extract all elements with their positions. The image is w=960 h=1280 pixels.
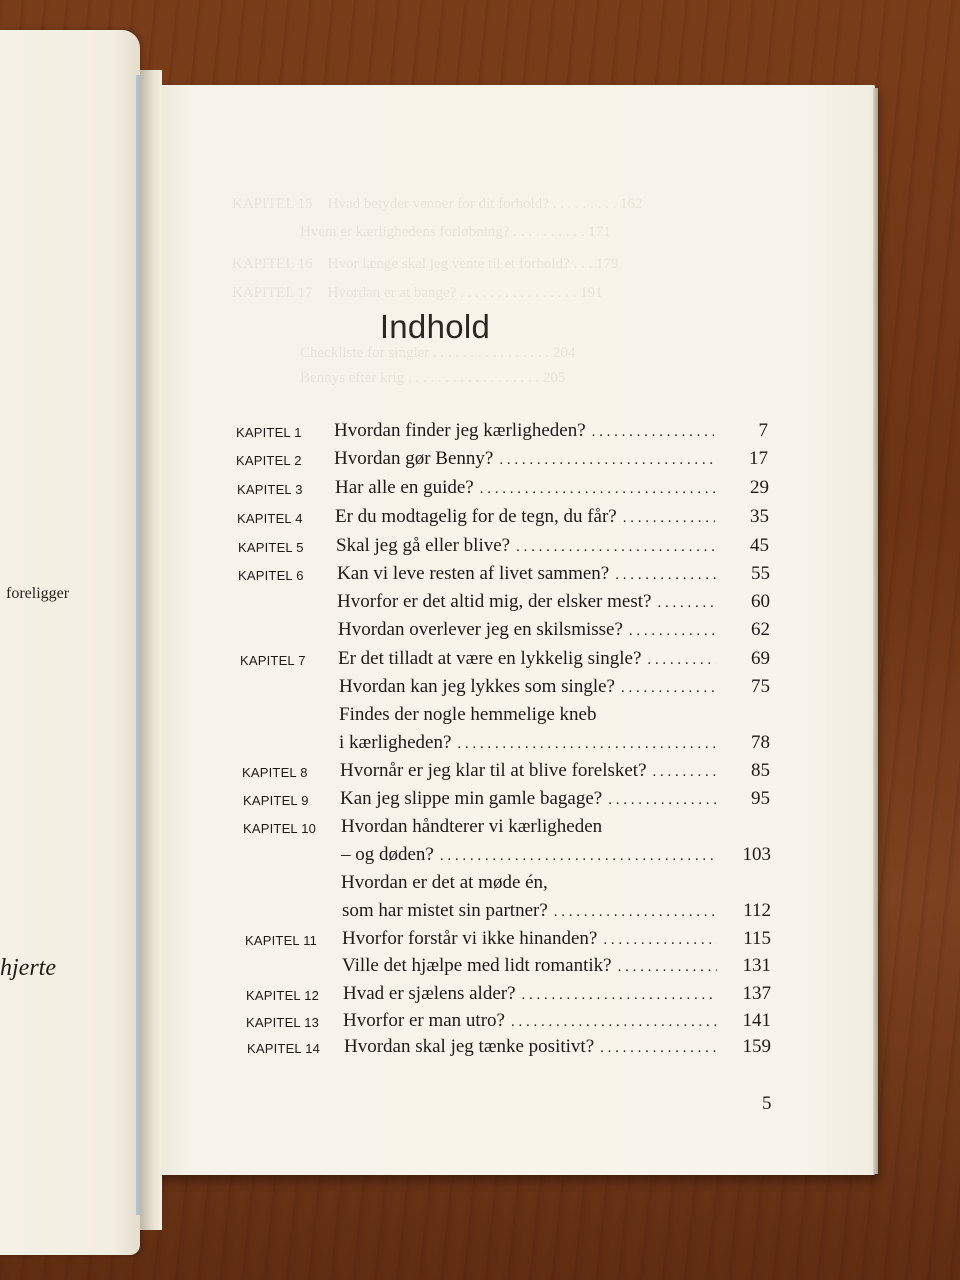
leader-dots: [647, 652, 716, 669]
chapter-label: KAPITEL 6: [238, 568, 304, 583]
page-number: 141: [742, 1010, 771, 1031]
leader-dots: [522, 987, 717, 1004]
page-number: 45: [750, 535, 769, 556]
leader-dots: [629, 623, 716, 640]
entry-title: Hvordan skal jeg tænke positivt?: [344, 1036, 595, 1057]
entry-title: Hvorfor er det altid mig, der elsker mest?: [337, 591, 652, 612]
entry-title: Findes der nogle hemmelige kneb: [339, 704, 597, 725]
leader-dots: [623, 510, 715, 527]
leader-dots: [657, 595, 716, 612]
page-number: 131: [742, 955, 771, 976]
page-number: 137: [742, 983, 771, 1004]
chapter-label: KAPITEL 13: [246, 1015, 320, 1030]
leader-dots: [600, 1040, 717, 1057]
entry-title: Skal jeg gå eller blive?: [336, 535, 511, 556]
chapter-label: KAPITEL 10: [243, 821, 317, 836]
show-through-text: KAPITEL 17 Hvordan er at bange? . . . . . . . . . . . . . . . . 191: [232, 285, 603, 301]
entry-title: Hvordan er det at møde én,: [341, 872, 548, 893]
page-number: 75: [751, 676, 770, 697]
chapter-label: KAPITEL 3: [237, 482, 303, 497]
page-number: 85: [751, 760, 770, 781]
entry-title: Hvornår er jeg klar til at blive forelsket?: [340, 760, 647, 781]
chapter-label: KAPITEL 1: [236, 425, 302, 440]
leader-dots: [618, 959, 717, 976]
toc-title: Indhold: [379, 308, 491, 345]
entry-title: Hvordan gør Benny?: [334, 448, 494, 469]
show-through-text: KAPITEL 16 Hvor længe skal jeg vente til et forhold? . . . 179: [232, 256, 619, 272]
left-page-italic-fragment: hjerte: [0, 955, 56, 981]
entry-title: Hvorfor er man utro?: [343, 1010, 505, 1031]
leader-dots: [603, 932, 717, 949]
leader-dots: [457, 736, 716, 753]
page-number: 35: [750, 506, 769, 527]
entry-title: Hvad er sjælens alder?: [343, 983, 516, 1004]
entry-title: Kan jeg slippe min gamle bagage?: [340, 788, 603, 809]
page-number: 29: [750, 477, 769, 498]
page-number: 62: [751, 619, 770, 640]
show-through-text: Bennys efter krig . . . . . . . . . . . . . . . . . . 205: [300, 370, 566, 386]
entry-title: Hvordan kan jeg lykkes som single?: [339, 676, 615, 697]
chapter-label: KAPITEL 12: [246, 988, 320, 1003]
chapter-label: KAPITEL 11: [245, 933, 318, 948]
page-number: 7: [758, 420, 768, 441]
chapter-label: KAPITEL 7: [240, 653, 306, 668]
chapter-label: KAPITEL 14: [247, 1041, 321, 1056]
leader-dots: [480, 481, 715, 498]
page-number: 78: [751, 732, 770, 753]
page-number: 95: [751, 788, 770, 809]
page-number: 159: [742, 1036, 771, 1057]
show-through-text: KAPITEL 15 Hvad betyder venner for dit forhold? . . . . . . . . . 162: [232, 196, 643, 212]
entry-title-continuation: – og døden?: [341, 844, 434, 865]
leader-dots: [516, 539, 715, 556]
chapter-label: KAPITEL 9: [243, 793, 309, 808]
page-number: 17: [749, 448, 768, 469]
page-number: 60: [751, 591, 770, 612]
leader-dots: [499, 452, 714, 469]
page-folio: 5: [762, 1093, 772, 1114]
leader-dots: [511, 1014, 717, 1031]
leader-dots: [608, 792, 716, 809]
page-number: 112: [743, 900, 771, 921]
page-number: 55: [751, 563, 770, 584]
leader-dots: [440, 848, 717, 865]
entry-title: Hvordan overlever jeg en skilsmisse?: [338, 619, 623, 640]
leader-dots: [592, 424, 714, 441]
page-number: 103: [742, 844, 771, 865]
page-number: 115: [743, 928, 771, 949]
chapter-label: KAPITEL 2: [236, 453, 302, 468]
show-through-text: Hvem er kærlighedens forløbning? . . . . . . . . . . 171: [300, 224, 611, 240]
entry-title: Kan vi leve resten af livet sammen?: [337, 563, 610, 584]
entry-title: Har alle en guide?: [335, 477, 474, 498]
chapter-label: KAPITEL 8: [242, 765, 308, 780]
left-page-fragment: foreligger: [6, 585, 70, 602]
leader-dots: [554, 904, 717, 921]
entry-title: Hvordan finder jeg kærligheden?: [334, 420, 586, 441]
entry-title: Hvorfor forstår vi ikke hinanden?: [342, 928, 598, 949]
entry-title-continuation: i kærligheden?: [339, 732, 452, 753]
entry-title: Er du modtagelig for de tegn, du får?: [335, 506, 617, 527]
entry-title-continuation: som har mistet sin partner?: [342, 900, 548, 921]
entry-title: Ville det hjælpe med lidt romantik?: [342, 955, 612, 976]
leader-dots: [653, 764, 716, 781]
chapter-label: KAPITEL 5: [238, 540, 304, 555]
entry-title: Er det tilladt at være en lykkelig single?: [338, 648, 642, 669]
leader-dots: [621, 680, 716, 697]
show-through-text: Checkliste for singler . . . . . . . . . . . . . . . . 204: [300, 345, 576, 361]
entry-title: Hvordan håndterer vi kærligheden: [341, 816, 603, 837]
page-number: 69: [751, 648, 770, 669]
leader-dots: [615, 567, 716, 584]
chapter-label: KAPITEL 4: [237, 511, 303, 526]
